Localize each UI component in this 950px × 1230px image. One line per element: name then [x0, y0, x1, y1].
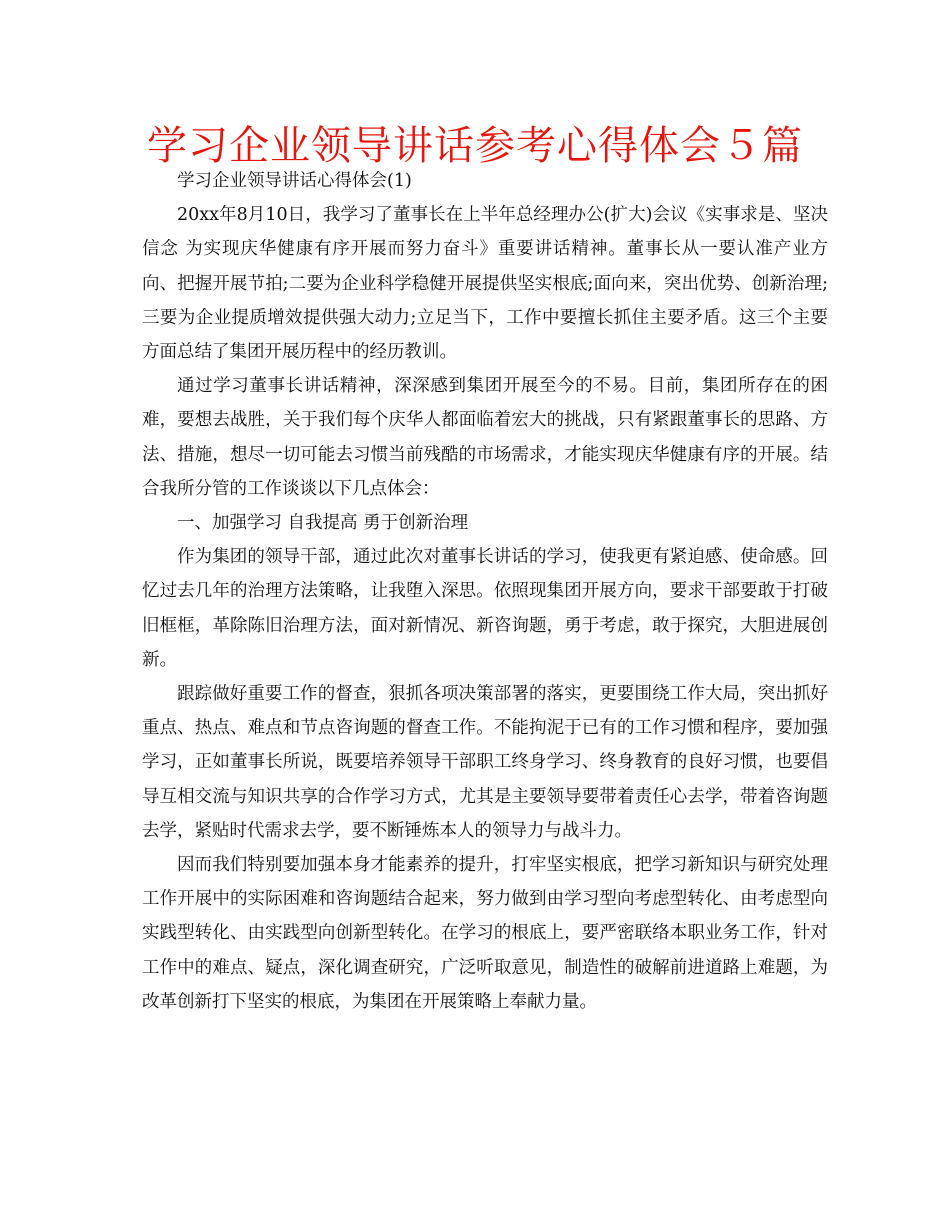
document-subtitle: 学习企业领导讲话心得体会(1): [177, 171, 412, 191]
paragraph-3: 作为集团的领导干部，通过此次对董事长讲话的学习，使我更有紧迫感、使命感。回忆过去几年的治理方法策略，让我堕入深思。依照现集团开展方向，要求干部要敢于打破旧框框，革除陈旧治理方法，面对新情况、新咨询题，勇于考虑，敢于探究，大胆进展创新。: [142, 547, 828, 670]
paragraph-1: 20xx年8月10日，我学习了董事长在上半年总经理办公(扩大)会议《实事求是、坚决信念 为实现庆华健康有序开展而努力奋斗》重要讲话精神。董事长从一要认准产业方向、把握开展节拍;二要为企业科学稳健开展提供坚实根底;面向来，突出优势、创新治理;三要为企业提质增效提供强大动力;立足当下，工作中要擅长抓住主要矛盾。这三个主要方面总结了集团开展历程中的经历教训。: [142, 205, 828, 363]
document-title: 学习企业领导讲话参考心得体会５篇: [147, 123, 803, 169]
paragraph-2: 通过学习董事长讲话精神，深深感到集团开展至今的不易。目前，集团所存在的困难，要想去战胜，关于我们每个庆华人都面临着宏大的挑战，只有紧跟董事长的思路、方法、措施，想尽一切可能去习惯当前残酷的市场需求，才能实现庆华健康有序的开展。结合我所分管的工作谈谈以下几点体会：: [142, 376, 828, 499]
section-heading: 一、加强学习 自我提高 勇于创新治理: [177, 513, 469, 534]
document-body: [142, 164, 828, 1019]
paragraph-4: 跟踪做好重要工作的督查，狠抓各项决策部署的落实，更要围绕工作大局，突出抓好重点、热点、难点和节点咨询题的督查工作。不能拘泥于已有的工作习惯和程序，要加强学习，正如董事长所说，既要培养领导干部职工终身学习、终身教育的良好习惯，也要倡导互相交流与知识共享的合作学习方式，尤其是主要领导要带着责任心去学，带着咨询题去学，紧贴时代需求去学，要不断锤炼本人的领导力与战斗力。: [142, 684, 828, 841]
paragraph-5: 因而我们特别要加强本身才能素养的提升，打牢坚实根底，把学习新知识与研究处理工作开展中的实际困难和咨询题结合起来，努力做到由学习型向考虑型转化、由考虑型向实践型转化、由实践型向创新型转化。在学习的根底上，要严密联络本职业务工作，针对工作中的难点、疑点，深化调查研究，广泛听取意见，制造性的破解前进道路上难题，为改革创新打下坚实的根底，为集团在开展策略上奉献力量。: [142, 855, 828, 1012]
